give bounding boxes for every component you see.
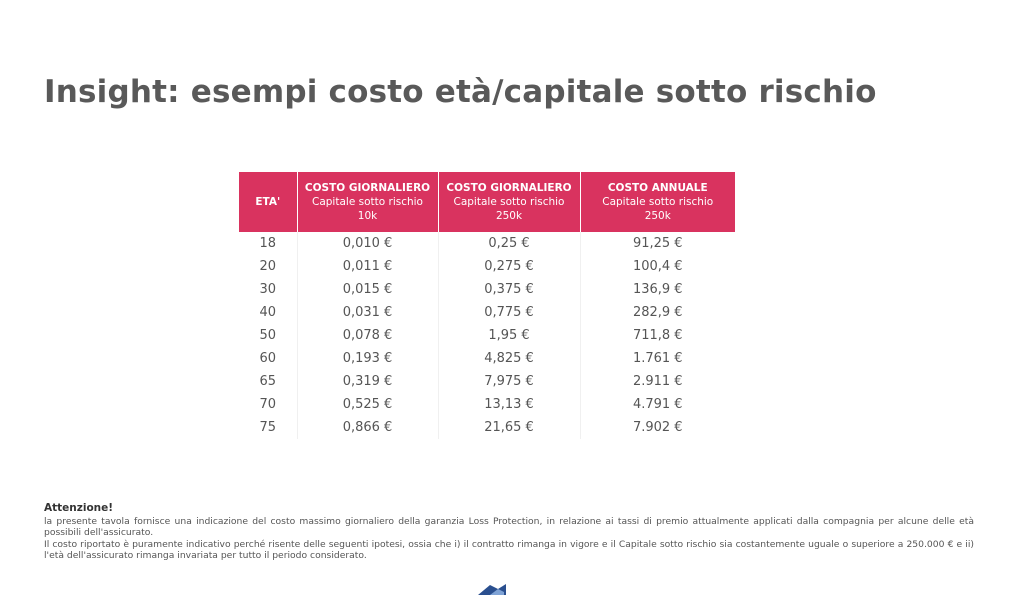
cell-daily-250k: 0,275 €: [438, 255, 580, 278]
cell-annual-250k: 1.761 €: [632, 351, 683, 366]
disclaimer-paragraph-2: Il costo riportato è puramente indicativo perché risente delle seguenti ipotesi, ossia che i) il contratto rimanga in vigore e il Capitale sotto rischio sia costantemente uguale o superiore a 250.000 € e ii) l'età dell'assicurato rimanga invariata per tutto il periodo considerato.: [44, 538, 974, 561]
table-row: [239, 393, 735, 416]
cell-annual-250k: 136,9 €: [632, 282, 683, 297]
cell-annual-250k: 4.791 €: [632, 397, 683, 412]
cell-annual-250k: 282,9 €: [632, 305, 683, 320]
header-annual-cost-250k-label: COSTO ANNUALE: [607, 182, 708, 194]
table-row: [239, 324, 735, 347]
cell-age: 18: [239, 232, 297, 255]
header-daily-cost-250k-amount: 250k: [495, 210, 523, 222]
cell-daily-250k: 0,375 €: [438, 278, 580, 301]
cell-daily-250k: 0,775 €: [438, 301, 580, 324]
table-row: [239, 301, 735, 324]
disclaimer-notice: [44, 503, 974, 562]
header-annual-cost-250k-amount: 250k: [644, 210, 671, 222]
cell-age: 70: [239, 393, 297, 416]
cell-daily-10k: 0,010 €: [297, 232, 438, 255]
table-row: [239, 278, 735, 301]
cell-daily-250k: 4,825 €: [438, 347, 580, 370]
cost-table-container: [239, 172, 735, 439]
cell-daily-10k: 0,031 €: [297, 301, 438, 324]
cell-annual-250k: 100,4 €: [632, 259, 683, 274]
cell-age: 40: [239, 301, 297, 324]
header-daily-cost-10k-amount: 10k: [357, 210, 378, 222]
cell-daily-250k: 0,25 €: [438, 232, 580, 255]
cell-age: 20: [239, 255, 297, 278]
cell-annual-250k: 711,8 €: [632, 328, 683, 343]
header-daily-cost-250k-sub: Capitale sotto rischio: [453, 196, 565, 208]
header-age-label: ETA': [255, 196, 281, 208]
page-title: Insight: esempi costo età/capitale sotto rischio: [44, 74, 877, 110]
table-row: [239, 347, 735, 370]
cell-daily-10k: 0,078 €: [297, 324, 438, 347]
brand-logo-icon: [476, 583, 516, 595]
table-row: [239, 232, 735, 255]
table-header: [239, 172, 735, 232]
cell-daily-250k: 7,975 €: [438, 370, 580, 393]
table-row: [239, 416, 735, 439]
disclaimer-paragraph-1: la presente tavola fornisce una indicazione del costo massimo giornaliero della garanzia Loss Protection, in relazione ai tassi di premio attualmente applicati dalla compagnia per alcune delle età possibili dell'assicurato.: [44, 515, 974, 538]
cell-age: 60: [239, 347, 297, 370]
cell-annual-250k: 7.902 €: [632, 420, 683, 435]
header-annual-cost-250k-sub: Capitale sotto rischio: [602, 196, 714, 208]
cell-daily-250k: 21,65 €: [438, 416, 580, 439]
cell-annual-250k: 91,25 €: [632, 236, 683, 251]
cell-daily-10k: 0,015 €: [297, 278, 438, 301]
disclaimer-heading: Attenzione!: [44, 502, 114, 514]
header-daily-cost-10k: [297, 172, 438, 232]
header-annual-cost-250k: [580, 172, 735, 232]
table-body: [239, 232, 735, 439]
cell-age: 30: [239, 278, 297, 301]
cell-daily-10k: 0,866 €: [297, 416, 438, 439]
cell-age: 50: [239, 324, 297, 347]
cell-daily-10k: 0,011 €: [297, 255, 438, 278]
cost-table: [239, 172, 735, 439]
cell-age: 75: [239, 416, 297, 439]
table-row: [239, 370, 735, 393]
header-age: [239, 172, 297, 232]
header-daily-cost-250k: [438, 172, 580, 232]
cell-daily-250k: 13,13 €: [438, 393, 580, 416]
cell-daily-250k: 1,95 €: [438, 324, 580, 347]
cell-daily-10k: 0,319 €: [297, 370, 438, 393]
table-row: [239, 255, 735, 278]
cell-daily-10k: 0,525 €: [297, 393, 438, 416]
cell-daily-10k: 0,193 €: [297, 347, 438, 370]
cell-age: 65: [239, 370, 297, 393]
header-daily-cost-250k-label: COSTO GIORNALIERO: [446, 182, 572, 194]
header-daily-cost-10k-sub: Capitale sotto rischio: [312, 196, 423, 208]
cell-annual-250k: 2.911 €: [632, 374, 683, 389]
header-daily-cost-10k-label: COSTO GIORNALIERO: [304, 182, 431, 194]
